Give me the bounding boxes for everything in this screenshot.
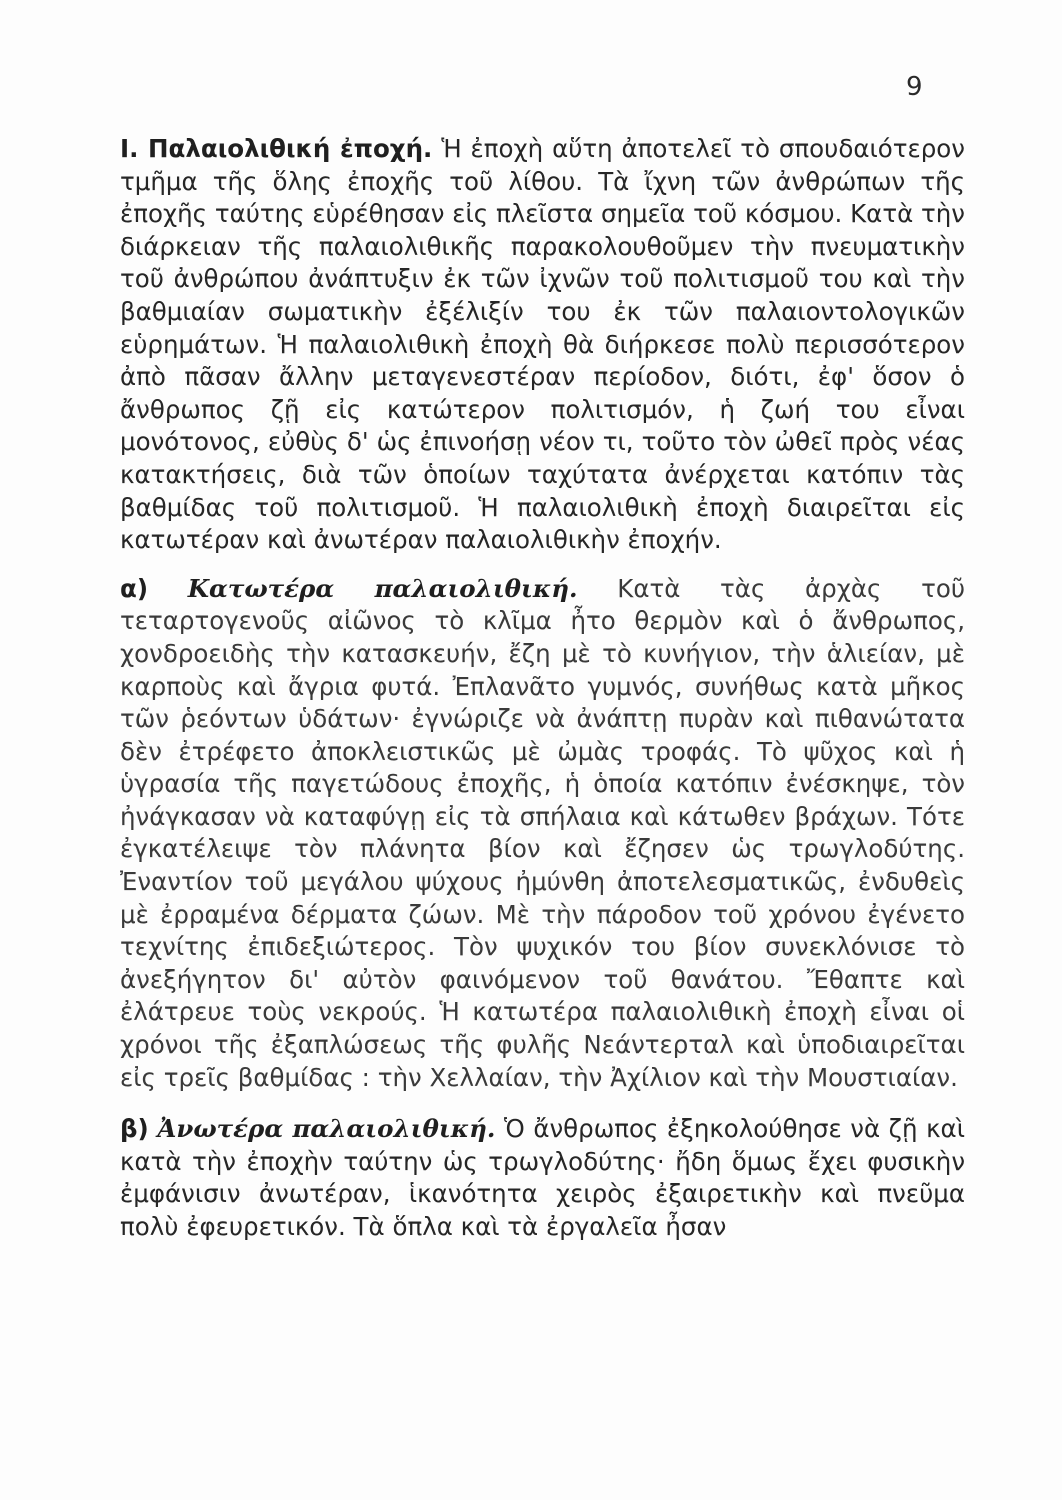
section-label-a: α) [120, 573, 149, 603]
page-number: 9 [906, 72, 923, 102]
paragraph-text: Κατὰ τὰς ἀρχὰς τοῦ τεταρτογενοῦς αἰῶνος τὸ κλῖμα ἦτο θερμὸν καὶ ὁ ἄνθρωπος, χονδροειδὴς τὴν κατασκευήν, ἔζη μὲ τὸ κυνήγιον, τὴν ἁλιείαν, μὲ καρποὺς καὶ ἄγρια φυτά. Ἐπλανᾶτο γυμνός, συνήθως κατὰ μῆκος τῶν ῥεόντων ὑδάτων· ἐγνώριζε νὰ ἀνάπτῃ πυρὰν καὶ πιθανώτατα δὲν ἐτρέφετο ἀποκλειστικῶς μὲ ὠμὰς τροφάς. Τὸ ψῦχος καὶ ἡ ὑγρασία τῆς παγετώδους ἐποχῆς, ἡ ὁποία κατόπιν ἐνέσκηψε, τὸν ἠνάγκασαν νὰ καταφύγῃ εἰς τὰ σπήλαια καὶ κάτωθεν βράχων. Τότε ἐγκατέλειψε τὸν πλάνητα βίον καὶ ἔζησεν ὡς τρωγλοδύτης. Ἐναντίον τοῦ μεγάλου ψύχους ἠμύνθη ἀποτελεσματικῶς, ἐνδυθεὶς μὲ ἐρραμένα δέρματα ζώων. Μὲ τὴν πάροδον τοῦ χρόνου ἐγένετο τεχνίτης ἐπιδεξιώτερος. Τὸν ψυχικόν του βίον συνεκλόνισε τὸ ἀνεξήγητον δι' αὐτὸν φαινόμενον τοῦ θανάτου. Ἔθαπτε καὶ ἐλάτρευε τοὺς νεκρούς. Ἡ κατωτέρα παλαιολιθικὴ ἐποχὴ εἶναι οἱ χρόνοι τῆς ἐξαπλώσεως τῆς φυλῆς Νεάντερταλ καὶ ὑποδιαιρεῖται εἰς τρεῖς βαθμίδας : τὴν Χελλαίαν, τὴν Ἀχίλιον καὶ τὴν Μουστιαίαν. [120, 573, 965, 1092]
section-label-b: β) [120, 1114, 149, 1144]
paragraph-lower-paleolithic [120, 573, 965, 1095]
paragraph-text: Ὁ ἄνθρωπος ἐξηκολούθησε νὰ ζῇ καὶ κατὰ τὴν ἐποχὴν ταύτην ὡς τρωγλοδύτης· ἤδη ὅμως ἔχει φυσικὴν ἐμφάνισιν ἀνωτέραν, ἱκανότητα χειρὸς ἐξαιρετικὴν καὶ πνεῦμα πολὺ ἐφευρετικόν. Τὰ ὅπλα καὶ τὰ ἐργαλεῖα ἦσαν [120, 1114, 965, 1241]
paragraph-paleolithic-era [120, 133, 965, 557]
section-heading-lower-paleolithic: Κατωτέρα παλαιολιθική. [187, 573, 578, 603]
section-heading-upper-paleolithic: Ἀνωτέρα παλαιολιθική. [157, 1114, 496, 1144]
paragraph-text: Ἡ ἐποχὴ αὕτη ἀποτελεῖ τὸ σπουδαιότερον τμῆμα τῆς ὅλης ἐποχῆς τοῦ λίθου. Τὰ ἴχνη τῶν ἀνθρώπων τῆς ἐποχῆς ταύτης εὑρέθησαν εἰς πλεῖστα σημεῖα τοῦ κόσμου. Κατὰ τὴν διάρκειαν τῆς παλαιολιθικῆς παρακολουθοῦμεν τὴν πνευματικὴν τοῦ ἀνθρώπου ἀνάπτυξιν ἐκ τῶν ἰχνῶν τοῦ πολιτισμοῦ του καὶ τὴν βαθμιαίαν σωματικὴν ἐξέλιξίν του ἐκ τῶν παλαιοντολογικῶν εὑρημάτων. Ἡ παλαιολιθικὴ ἐποχὴ θὰ διήρκεσε πολὺ περισσότερον ἀπὸ πᾶσαν ἄλλην μεταγενεστέραν περίοδον, διότι, ἐφ' ὅσον ὁ ἄνθρωπος ζῇ εἰς κατώτερον πολιτισμόν, ἡ ζωή του εἶναι μονότονος, εὐθὺς δ' ὡς ἐπινοήσῃ νέον τι, τοῦτο τὸν ὠθεῖ πρὸς νέας κατακτήσεις, διὰ τῶν ὁποίων ταχύτατα ἀνέρχεται κατόπιν τὰς βαθμίδας τοῦ πολιτισμοῦ. Ἡ παλαιολιθικὴ ἐποχὴ διαιρεῖται εἰς κατωτέραν καὶ ἀνωτέραν παλαιολιθικὴν ἐποχήν. [120, 134, 965, 555]
paragraph-upper-paleolithic [120, 1113, 965, 1243]
page-body [120, 133, 965, 1244]
section-heading-paleolithic: Ι. Παλαιολιθική ἐποχή. [120, 134, 433, 163]
